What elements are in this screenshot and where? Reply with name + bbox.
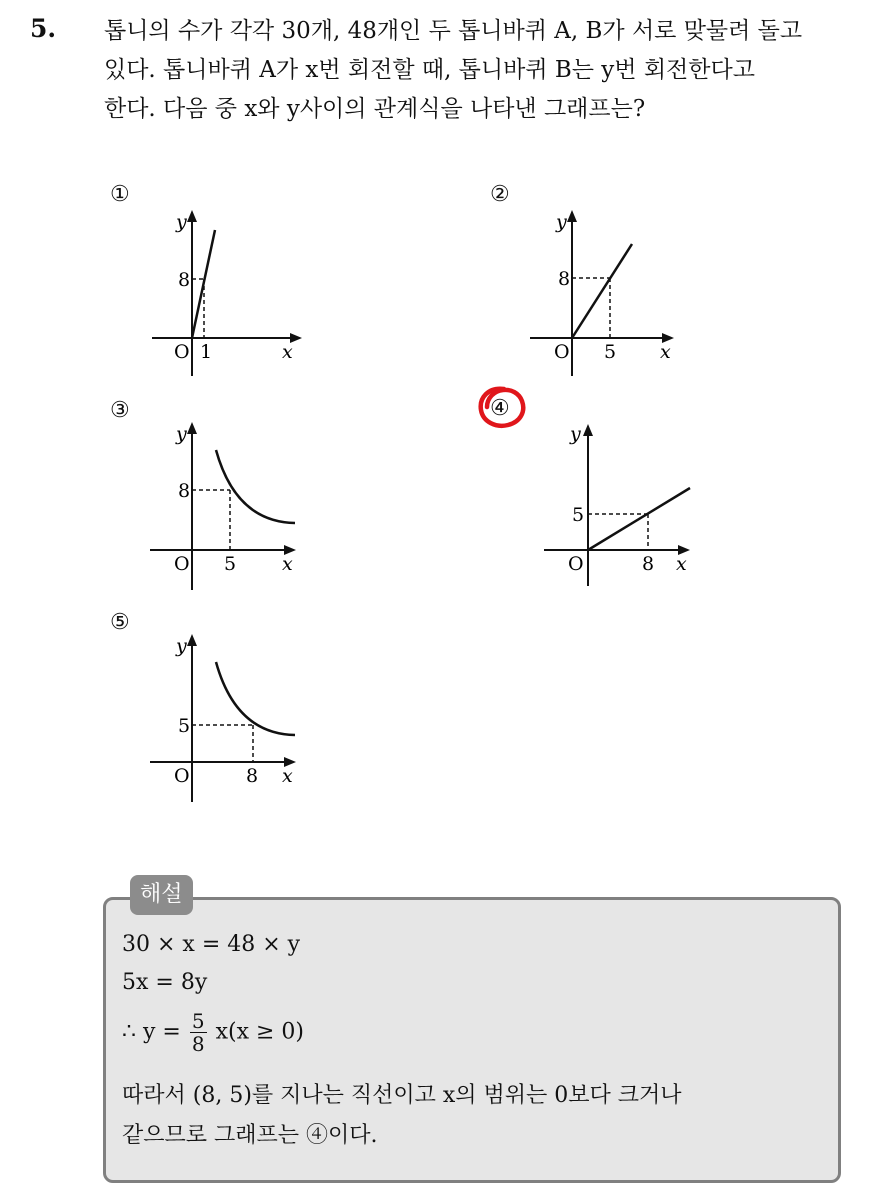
option-5-x-tick: 8 — [246, 765, 259, 787]
solution-tag: 해설 — [130, 875, 193, 915]
option-4-origin: O — [568, 553, 584, 575]
option-3-y-tick: 8 — [178, 480, 191, 502]
option-4-label: ④ — [490, 396, 510, 421]
option-1-graph — [140, 200, 320, 380]
solution-line-3-suffix: x(x ≥ 0) — [215, 1019, 304, 1045]
question-number: 5. — [30, 14, 57, 43]
question-line-1: 톱니의 수가 각각 30개, 48개인 두 톱니바퀴 A, B가 서로 맞물려 돌고 — [104, 18, 803, 44]
option-1-y-tick: 8 — [178, 269, 191, 291]
question-line-2: 있다. 톱니바퀴 A가 x번 회전할 때, 톱니바퀴 B는 y번 회전한다고 — [104, 57, 755, 83]
option-4-graph — [530, 410, 710, 590]
option-4-x-tick: 8 — [642, 553, 655, 575]
option-1-x-tick: 1 — [200, 341, 213, 363]
option-3-graph — [140, 410, 320, 590]
question-text — [104, 12, 874, 129]
option-1-label: ① — [110, 182, 130, 207]
option-2-graph — [520, 200, 700, 380]
option-2-x-tick: 5 — [604, 341, 617, 363]
solution-line-1: 30 × x = 48 × y — [122, 932, 301, 957]
option-3-y-axis-label: y — [176, 423, 187, 445]
option-3-x-axis-label: x — [282, 553, 293, 575]
option-2-x-axis-label: x — [660, 341, 671, 363]
option-5-y-axis-label: y — [176, 635, 187, 657]
solution-line-4: 따라서 (8, 5)를 지나는 직선이고 x의 범위는 0보다 크거나 — [122, 1083, 682, 1108]
option-2-y-tick: 8 — [558, 268, 571, 290]
solution-line-3-prefix: ∴ y = — [122, 1019, 181, 1045]
solution-line-5: 같으므로 그래프는 ④이다. — [122, 1123, 378, 1148]
option-3-x-tick: 5 — [224, 553, 237, 575]
option-4-y-tick: 5 — [572, 504, 585, 526]
option-1-x-axis-label: x — [282, 341, 293, 363]
option-5-y-tick: 5 — [178, 715, 191, 737]
solution-fraction-denominator: 8 — [191, 1032, 205, 1056]
option-4-x-axis-label: x — [676, 553, 687, 575]
option-2-origin: O — [554, 341, 570, 363]
option-5-x-axis-label: x — [282, 765, 293, 787]
option-1-origin: O — [174, 341, 190, 363]
option-2-y-axis-label: y — [556, 211, 567, 233]
option-1-y-axis-label: y — [176, 211, 187, 233]
solution-fraction — [190, 1010, 207, 1055]
option-5-origin: O — [174, 765, 190, 787]
option-5-graph — [140, 622, 320, 802]
option-3-label: ③ — [110, 398, 130, 423]
option-3-origin: O — [174, 553, 190, 575]
option-4-y-axis-label: y — [570, 423, 581, 445]
option-5-label: ⑤ — [110, 610, 130, 635]
option-2-label: ② — [490, 182, 510, 207]
solution-fraction-numerator: 5 — [191, 1009, 205, 1033]
solution-line-3 — [122, 1010, 304, 1055]
solution-line-2: 5x = 8y — [122, 970, 208, 995]
question-line-3: 한다. 다음 중 x와 y사이의 관계식을 나타낸 그래프는? — [104, 96, 646, 122]
